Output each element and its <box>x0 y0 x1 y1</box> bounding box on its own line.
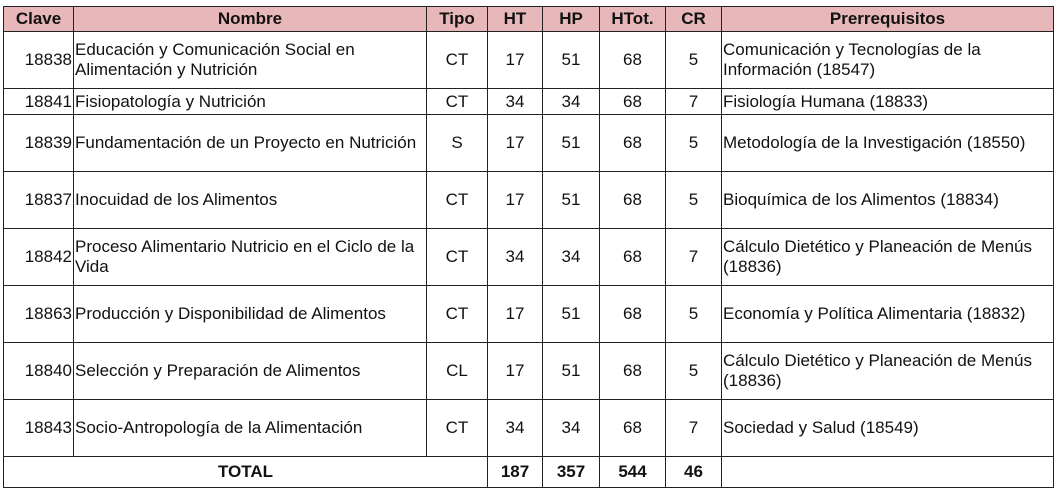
cell-hp: 51 <box>543 286 600 343</box>
cell-cr: 5 <box>666 286 722 343</box>
cell-hp: 34 <box>543 400 600 457</box>
cell-cr: 5 <box>666 115 722 172</box>
cell-prerrequisitos: Sociedad y Salud (18549) <box>722 400 1054 457</box>
cell-nombre: Inocuidad de los Alimentos <box>74 172 427 229</box>
cell-prerrequisitos: Comunicación y Tecnologías de la Información (18547) <box>722 32 1054 89</box>
cell-prerrequisitos: Cálculo Dietético y Planeación de Menús (18836) <box>722 343 1054 400</box>
header-hp: HP <box>543 7 600 32</box>
cell-htot: 68 <box>600 229 666 286</box>
cell-nombre: Selección y Preparación de Alimentos <box>74 343 427 400</box>
table-body <box>4 32 1054 488</box>
cell-tipo: CT <box>427 32 488 89</box>
cell-ht: 34 <box>488 89 543 115</box>
total-htot: 544 <box>600 457 666 488</box>
table-row <box>4 32 1054 89</box>
table-row <box>4 400 1054 457</box>
total-label: TOTAL <box>4 457 488 488</box>
cell-hp: 34 <box>543 89 600 115</box>
cell-nombre: Producción y Disponibilidad de Alimentos <box>74 286 427 343</box>
cell-clave: 18839 <box>4 115 74 172</box>
cell-clave: 18863 <box>4 286 74 343</box>
header-clave: Clave <box>4 7 74 32</box>
cell-nombre: Proceso Alimentario Nutricio en el Ciclo de la Vida <box>74 229 427 286</box>
cell-clave: 18842 <box>4 229 74 286</box>
cell-clave: 18838 <box>4 32 74 89</box>
cell-cr: 5 <box>666 343 722 400</box>
cell-clave: 18837 <box>4 172 74 229</box>
table-row <box>4 343 1054 400</box>
total-row <box>4 457 1054 488</box>
cell-tipo: CT <box>427 89 488 115</box>
cell-nombre: Fisiopatología y Nutrición <box>74 89 427 115</box>
cell-htot: 68 <box>600 286 666 343</box>
cell-prerrequisitos: Fisiología Humana (18833) <box>722 89 1054 115</box>
cell-cr: 7 <box>666 400 722 457</box>
cell-ht: 17 <box>488 343 543 400</box>
cell-cr: 5 <box>666 32 722 89</box>
cell-nombre: Socio-Antropología de la Alimentación <box>74 400 427 457</box>
cell-cr: 7 <box>666 229 722 286</box>
header-ht: HT <box>488 7 543 32</box>
cell-clave: 18843 <box>4 400 74 457</box>
table-header <box>4 7 1054 32</box>
table-row <box>4 89 1054 115</box>
cell-tipo: S <box>427 115 488 172</box>
total-cr: 46 <box>666 457 722 488</box>
cell-cr: 7 <box>666 89 722 115</box>
cell-hp: 51 <box>543 172 600 229</box>
cell-htot: 68 <box>600 89 666 115</box>
cell-hp: 34 <box>543 229 600 286</box>
total-hp: 357 <box>543 457 600 488</box>
cell-hp: 51 <box>543 115 600 172</box>
cell-ht: 17 <box>488 172 543 229</box>
cell-clave: 18841 <box>4 89 74 115</box>
cell-tipo: CT <box>427 172 488 229</box>
cell-ht: 17 <box>488 286 543 343</box>
cell-tipo: CT <box>427 400 488 457</box>
cell-tipo: CL <box>427 343 488 400</box>
cell-prerrequisitos: Cálculo Dietético y Planeación de Menús (18836) <box>722 229 1054 286</box>
cell-tipo: CT <box>427 229 488 286</box>
cell-prerrequisitos: Economía y Política Alimentaria (18832) <box>722 286 1054 343</box>
header-prerrequisitos: Prerrequisitos <box>722 7 1054 32</box>
cell-htot: 68 <box>600 343 666 400</box>
cell-nombre: Fundamentación de un Proyecto en Nutrición <box>74 115 427 172</box>
cell-prerrequisitos: Bioquímica de los Alimentos (18834) <box>722 172 1054 229</box>
table-row <box>4 229 1054 286</box>
cell-ht: 34 <box>488 400 543 457</box>
total-empty-cell <box>722 457 1054 488</box>
cell-tipo: CT <box>427 286 488 343</box>
cell-clave: 18840 <box>4 343 74 400</box>
total-ht: 187 <box>488 457 543 488</box>
header-cr: CR <box>666 7 722 32</box>
table-row <box>4 172 1054 229</box>
cell-ht: 17 <box>488 32 543 89</box>
cell-htot: 68 <box>600 115 666 172</box>
courses-table <box>3 6 1054 488</box>
header-nombre: Nombre <box>74 7 427 32</box>
header-tipo: Tipo <box>427 7 488 32</box>
cell-hp: 51 <box>543 343 600 400</box>
cell-nombre: Educación y Comunicación Social en Alimentación y Nutrición <box>74 32 427 89</box>
cell-ht: 34 <box>488 229 543 286</box>
table-row <box>4 115 1054 172</box>
cell-ht: 17 <box>488 115 543 172</box>
cell-htot: 68 <box>600 400 666 457</box>
table-row <box>4 286 1054 343</box>
cell-hp: 51 <box>543 32 600 89</box>
cell-htot: 68 <box>600 32 666 89</box>
header-htot: HTot. <box>600 7 666 32</box>
cell-cr: 5 <box>666 172 722 229</box>
cell-htot: 68 <box>600 172 666 229</box>
cell-prerrequisitos: Metodología de la Investigación (18550) <box>722 115 1054 172</box>
